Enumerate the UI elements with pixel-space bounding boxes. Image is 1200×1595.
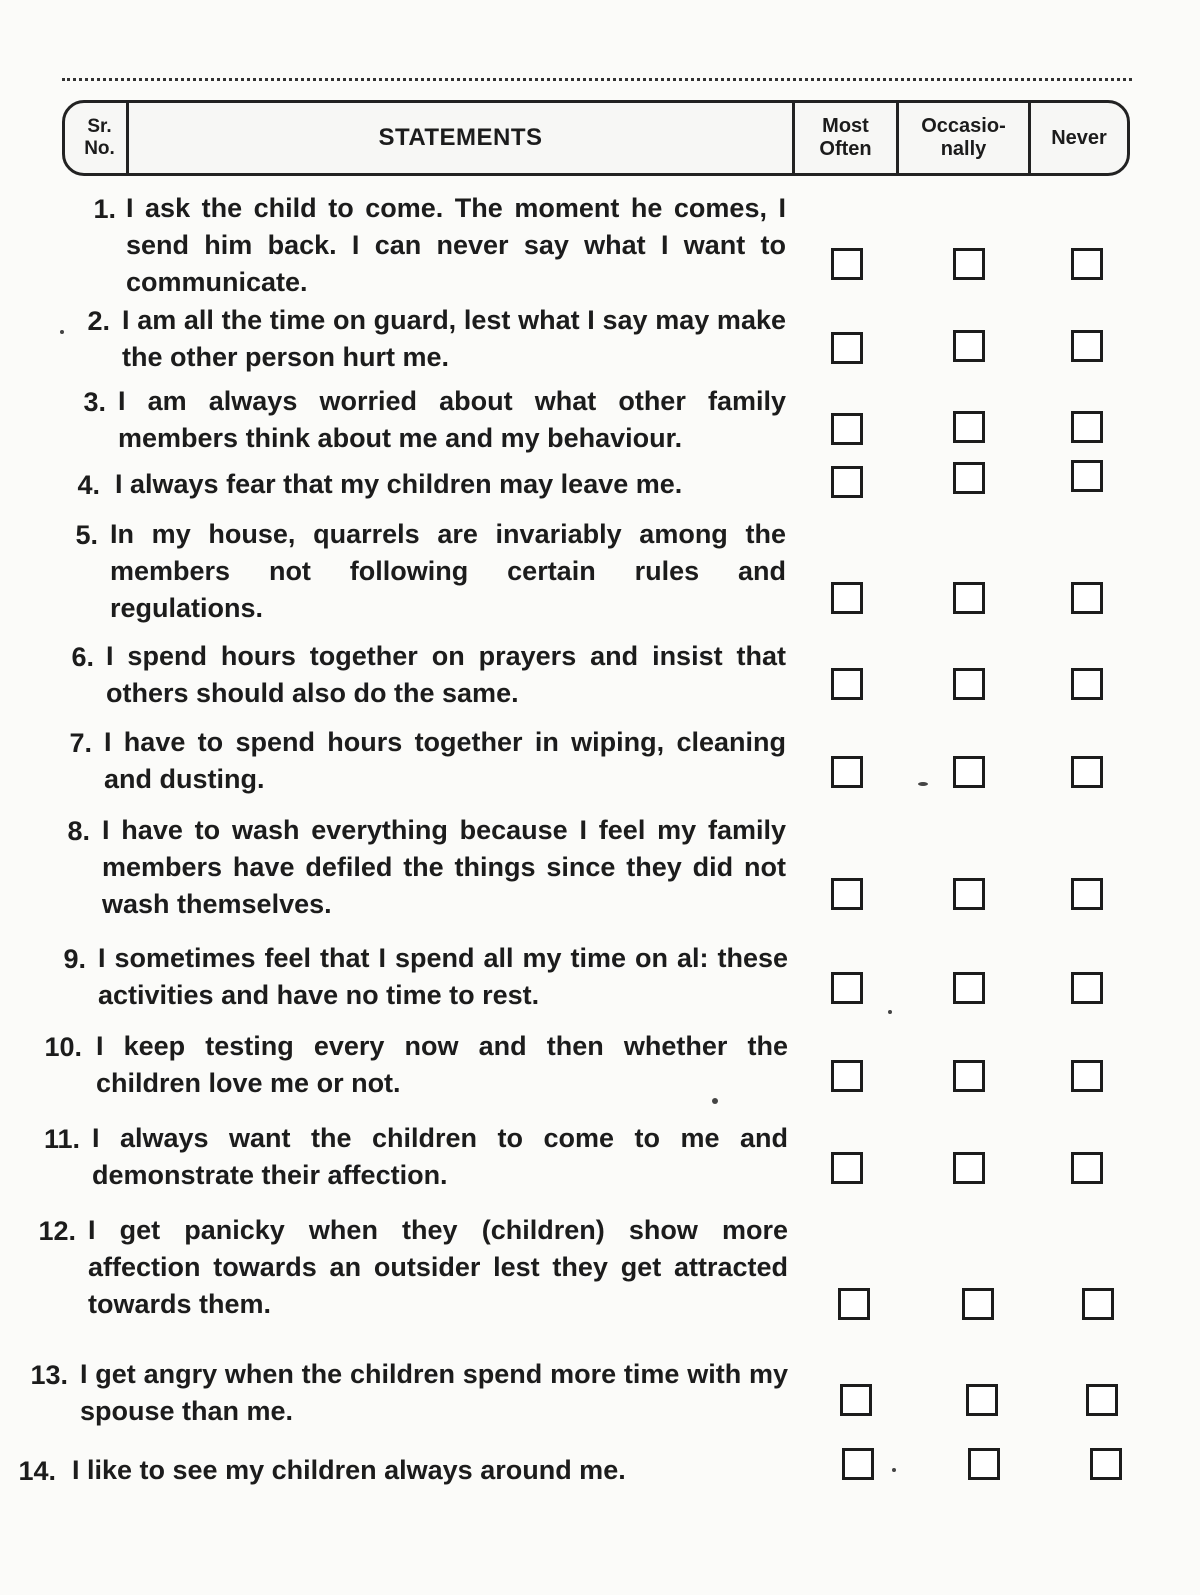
checkbox-occasionally[interactable] bbox=[953, 462, 985, 494]
checkbox-occasionally[interactable] bbox=[953, 330, 985, 362]
scan-speck bbox=[892, 1468, 896, 1472]
checkbox-occasionally[interactable] bbox=[953, 878, 985, 910]
statement-text: I always fear that my children may leave me. bbox=[115, 469, 683, 499]
header-never: Never bbox=[1051, 126, 1107, 149]
checkbox-most-often[interactable] bbox=[840, 1384, 872, 1416]
header-sr-no: Sr. No. bbox=[65, 103, 129, 173]
checkbox-most-often[interactable] bbox=[831, 466, 863, 498]
checkbox-occasionally[interactable] bbox=[953, 668, 985, 700]
statement-text: I ask the child to come. The moment he comes, I send him back. I can never say what I want to communicate. bbox=[126, 193, 786, 297]
statement-text: I keep testing every now and then whether the children love me or not. bbox=[96, 1031, 788, 1098]
checkbox-most-often[interactable] bbox=[831, 413, 863, 445]
item-number: 5. bbox=[75, 520, 98, 550]
statement-text: I like to see my children always around me. bbox=[72, 1455, 626, 1485]
item-number: 7. bbox=[69, 728, 92, 758]
scan-speck bbox=[888, 1010, 892, 1014]
item-number: 6. bbox=[71, 642, 94, 672]
checkbox-occasionally[interactable] bbox=[953, 582, 985, 614]
checkbox-never[interactable] bbox=[1082, 1288, 1114, 1320]
statement-text: I have to spend hours together in wiping, cleaning and dusting. bbox=[104, 727, 786, 794]
table-header bbox=[62, 100, 1130, 176]
checkbox-most-often[interactable] bbox=[831, 878, 863, 910]
checkbox-occasionally[interactable] bbox=[953, 411, 985, 443]
checkbox-occasionally[interactable] bbox=[953, 756, 985, 788]
checkbox-never[interactable] bbox=[1071, 1060, 1103, 1092]
checkbox-occasionally[interactable] bbox=[953, 1060, 985, 1092]
top-dotted-rule bbox=[62, 78, 1132, 81]
checkbox-never[interactable] bbox=[1086, 1384, 1118, 1416]
checkbox-occasionally[interactable] bbox=[966, 1384, 998, 1416]
checkbox-never[interactable] bbox=[1071, 756, 1103, 788]
item-number: 3. bbox=[83, 387, 106, 417]
checkbox-most-often[interactable] bbox=[831, 1152, 863, 1184]
statement-text: I get angry when the children spend more time with my spouse than me. bbox=[80, 1359, 788, 1426]
checkbox-most-often[interactable] bbox=[831, 1060, 863, 1092]
checkbox-most-often[interactable] bbox=[831, 756, 863, 788]
checkbox-occasionally[interactable] bbox=[953, 1152, 985, 1184]
checkbox-most-often[interactable] bbox=[838, 1288, 870, 1320]
item-number: 13. bbox=[30, 1360, 68, 1390]
item-number: 9. bbox=[63, 944, 86, 974]
checkbox-most-often[interactable] bbox=[831, 332, 863, 364]
header-most-often: Most Often bbox=[795, 103, 899, 173]
scan-speck bbox=[712, 1098, 718, 1104]
checkbox-most-often[interactable] bbox=[842, 1448, 874, 1480]
checkbox-never[interactable] bbox=[1071, 878, 1103, 910]
item-number: 8. bbox=[67, 816, 90, 846]
checkbox-never[interactable] bbox=[1090, 1448, 1122, 1480]
statement-text: I always want the children to come to me and demonstrate their affection. bbox=[92, 1123, 788, 1190]
checkbox-never[interactable] bbox=[1071, 411, 1103, 443]
checkbox-most-often[interactable] bbox=[831, 972, 863, 1004]
statement-text: I am all the time on guard, lest what I say may make the other person hurt me. bbox=[122, 305, 786, 372]
statement-text: I have to wash everything because I feel my family members have defiled the things since they did not wash themselves. bbox=[102, 815, 786, 919]
item-number: 14. bbox=[18, 1456, 56, 1486]
statement-text: In my house, quarrels are invariably among the members not following certain rules and regulations. bbox=[110, 519, 786, 623]
item-number: 2. bbox=[87, 306, 110, 336]
checkbox-most-often[interactable] bbox=[831, 248, 863, 280]
checkbox-never[interactable] bbox=[1071, 582, 1103, 614]
checkbox-never[interactable] bbox=[1071, 668, 1103, 700]
checkbox-occasionally[interactable] bbox=[962, 1288, 994, 1320]
checkbox-occasionally[interactable] bbox=[953, 972, 985, 1004]
checkbox-never[interactable] bbox=[1071, 1152, 1103, 1184]
statement-text: I spend hours together on prayers and insist that others should also do the same. bbox=[106, 641, 786, 708]
checkbox-occasionally[interactable] bbox=[953, 248, 985, 280]
checkbox-never[interactable] bbox=[1071, 330, 1103, 362]
checkbox-most-often[interactable] bbox=[831, 582, 863, 614]
checkbox-never[interactable] bbox=[1071, 460, 1103, 492]
item-number: 12. bbox=[38, 1216, 76, 1246]
statement-text: I get panicky when they (children) show more affection towards an outsider lest they get attracted towards them. bbox=[88, 1215, 788, 1319]
scan-speck bbox=[60, 330, 64, 334]
scan-speck bbox=[918, 782, 928, 786]
statement-text: I am always worried about what other family members think about me and my behaviour. bbox=[118, 386, 786, 453]
checkbox-never[interactable] bbox=[1071, 972, 1103, 1004]
checkbox-most-often[interactable] bbox=[831, 668, 863, 700]
item-number: 1. bbox=[93, 194, 116, 224]
checkbox-never[interactable] bbox=[1071, 248, 1103, 280]
item-number: 11. bbox=[43, 1124, 80, 1154]
item-number: 4. bbox=[77, 470, 100, 500]
header-occasionally: Occasio- nally bbox=[899, 103, 1031, 173]
statement-text: I sometimes feel that I spend all my time on al: these activities and have no time to rest. bbox=[98, 943, 788, 1010]
checkbox-occasionally[interactable] bbox=[968, 1448, 1000, 1480]
header-statements: STATEMENTS bbox=[129, 103, 795, 173]
item-number: 10. bbox=[44, 1032, 82, 1062]
